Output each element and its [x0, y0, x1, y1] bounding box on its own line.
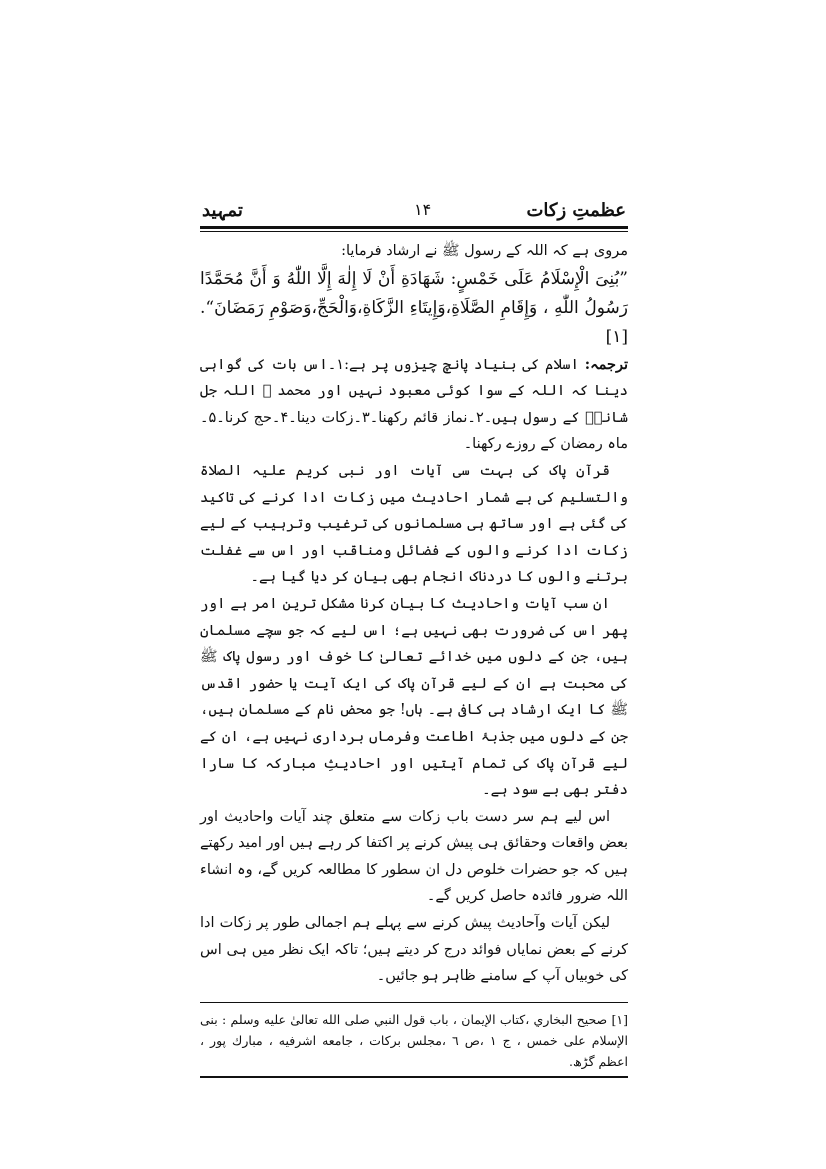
translation-label: ترجمہ: [584, 355, 629, 373]
book-title: عظمتِ زکات [526, 200, 626, 221]
chapter-title: تمہید [202, 200, 243, 221]
paragraph-1: قرآن پاک کی بہت سی آیات اور نبی کریم علیہ الصلاۃ والتسلیم کی بے شمار احادیث میں زکات ادا کرنے کی تاکید کی گئی ہے اور ساتھ ہی مسلمانوں کی ترغیب وترہیب کے لیے زکات ادا کرنے والوں کے فضائل ومناقب اور اس سے غفلت برتنے والوں کا دردناک انجام بھی بیان کر دیا گیا ہے۔ [200, 462, 628, 586]
hadith-arabic: ”بُنِیَ الْإِسْلَامُ عَلَی خَمْسٍ: شَهَادَةِ أَنْ لَا إِلٰهَ إِلَّا اللّٰهُ وَ أَنَّ مُحَمَّدًا رَسُولُ اللّٰهِ ، وَإِقَامِ الصَّلَاةِ،وَإِيتَاءِ الزَّكَاةِ،وَالْحَجِّ،وَصَوْمِ رَمَضَانَ“.[۱] [200, 268, 628, 347]
translation-text: اسلام کی بنیاد پانچ چیزوں پر ہے:۱۔اس بات کی گواہی دینا کہ اللہ کے سوا کوئی معبود نہیں اور محمد ﷺ اللہ جل شانہٗ کے رسول ہیں۔۲۔نماز قائم رکھنا۔۳۔زکات دینا۔۴۔حج کرنا۔۵۔ماہ رمضان کے روزے رکھنا۔ [200, 356, 628, 453]
page-number: ۱۴ [414, 200, 432, 219]
book-page [200, 200, 628, 1078]
footnote-rule [200, 1002, 628, 1003]
paragraph-2: ان سب آیات واحادیث کا بیان کرنا مشکل ترین امر ہے اور پھر اس کی ضرورت بھی نہیں ہے؛ اس لیے کہ جو سچے مسلمان ہیں، جن کے دلوں میں خدائے تعالیٰ کا خوف اور رسول پاک ﷺ کی محبت ہے ان کے لیے قرآن پاک کی ایک آیت یا حضور اقدس ﷺ کا ایک ارشاد ہی کافی ہے۔ ہاں! جو محض نام کے مسلمان ہیں، جن کے دلوں میں جذبۂ اطاعت وفرماں برداری نہیں ہے، ان کے لیے قرآن پاک کی تمام آیتیں اور احادیثِ مبارکہ کا سارا دفتر بھی بے سود ہے۔ [200, 595, 628, 799]
intro-line: مروی ہے کہ اللہ کے رسول ﷺ نے ارشاد فرمایا: [341, 243, 628, 259]
paragraph-4: لیکن آیات وآحادیث پیش کرنے سے پہلے ہم اجمالی طور پر زکات ادا کرنے کے بعض نمایاں فوائد درج کر دیتے ہیں؛ تاکہ ایک نظر میں ہی اس کی خوبیاں آپ کے سامنے ظاہر ہو جائیں۔ [200, 915, 628, 985]
main-text [200, 238, 628, 990]
translation [200, 352, 628, 458]
header-rule-thick [200, 226, 628, 229]
running-header [200, 200, 628, 224]
footnote-end-rule [200, 1076, 628, 1078]
footnote: [۱] صحيح البخاري ،كتاب الإيمان ، باب قول النبي صلى الله تعالیٰ عليه وسلم : بنی الإسلام علی خمس ، ج ۱ ،ص ٦ ،مجلس بركات ، جامعه اشرفيه ، مبارك پور ، اعظم گڑھ. [200, 1011, 629, 1069]
paragraph-3: اس لیے ہم سر دست باب زکات سے متعلق چند آیات واحادیث اور بعض واقعات وحقائق ہی پیش کرنے پر اکتفا کر رہے ہیں اور امید رکھتے ہیں کہ جو حضرات خلوص دل ان سطور کا مطالعہ کریں گے، وہ انشاء اللہ ضرور فائدہ حاصل کریں گے۔ [200, 808, 628, 905]
header-rule-thin [200, 231, 628, 232]
